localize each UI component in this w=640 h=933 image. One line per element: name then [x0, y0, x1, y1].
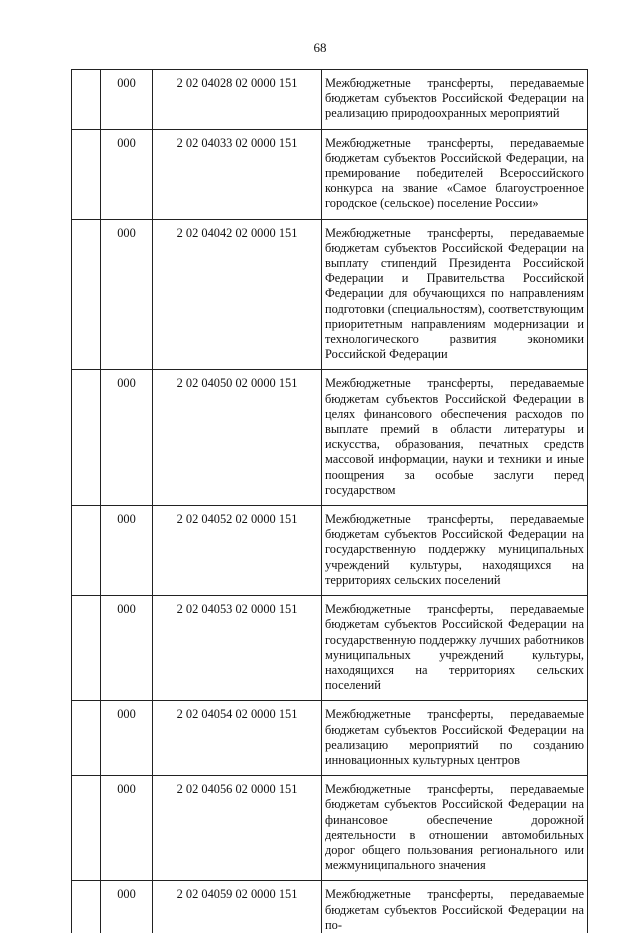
- admin-code-cell: 000: [101, 596, 153, 701]
- empty-cell: [72, 129, 101, 219]
- budget-code-cell: 2 02 04042 02 0000 151: [153, 219, 322, 370]
- empty-cell: [72, 776, 101, 881]
- description-cell: Межбюджетные трансферты, передаваемые бюджетам субъектов Российской Федерации на по-: [322, 881, 588, 933]
- description-cell: Межбюджетные трансферты, передаваемые бюджетам субъектов Российской Федерации на государственную поддержку лучших работников муниципальных учреждений культуры, находящихся на территориях сельских поселений: [322, 596, 588, 701]
- description-cell: Межбюджетные трансферты, передаваемые бюджетам субъектов Российской Федерации на финансовое обеспечение дорожной деятельности в отношении автомобильных дорог общего пользования регионального или межмуниципального значения: [322, 776, 588, 881]
- table-row: [72, 370, 588, 506]
- description-cell: Межбюджетные трансферты, передаваемые бюджетам субъектов Российской Федерации на реализацию природоохранных мероприятий: [322, 70, 588, 130]
- table-row: [72, 70, 588, 130]
- budget-code-cell: 2 02 04050 02 0000 151: [153, 370, 322, 506]
- admin-code-cell: 000: [101, 129, 153, 219]
- budget-code-cell: 2 02 04028 02 0000 151: [153, 70, 322, 130]
- empty-cell: [72, 701, 101, 776]
- table-row: [72, 881, 588, 933]
- budget-code-cell: 2 02 04053 02 0000 151: [153, 596, 322, 701]
- table-row: [72, 701, 588, 776]
- empty-cell: [72, 596, 101, 701]
- admin-code-cell: 000: [101, 219, 153, 370]
- table-row: [72, 596, 588, 701]
- budget-code-cell: 2 02 04052 02 0000 151: [153, 506, 322, 596]
- description-cell: Межбюджетные трансферты, передаваемые бюджетам субъектов Российской Федерации на выплату стипендий Президента Российской Федерации и Правительства Российской Федерации для обучающихся по направлениям подготовки (специальностям), соответствующим приоритетным направлениям модернизации и технологического развития экономики Российской Федерации: [322, 219, 588, 370]
- admin-code-cell: 000: [101, 701, 153, 776]
- budget-code-cell: 2 02 04054 02 0000 151: [153, 701, 322, 776]
- empty-cell: [72, 219, 101, 370]
- table-row: [72, 506, 588, 596]
- admin-code-cell: 000: [101, 506, 153, 596]
- admin-code-cell: 000: [101, 70, 153, 130]
- description-cell: Межбюджетные трансферты, передаваемые бюджетам субъектов Российской Федерации на реализацию мероприятий по созданию инновационных культурных центров: [322, 701, 588, 776]
- empty-cell: [72, 881, 101, 933]
- empty-cell: [72, 370, 101, 506]
- table-row: [72, 219, 588, 370]
- description-cell: Межбюджетные трансферты, передаваемые бюджетам субъектов Российской Федерации, на премирование победителей Всероссийского конкурса на звание «Самое благоустроенное городское (сельское) поселение России»: [322, 129, 588, 219]
- admin-code-cell: 000: [101, 881, 153, 933]
- budget-code-cell: 2 02 04056 02 0000 151: [153, 776, 322, 881]
- empty-cell: [72, 70, 101, 130]
- admin-code-cell: 000: [101, 370, 153, 506]
- page-number: 68: [313, 40, 327, 55]
- budget-classification-table: [71, 69, 588, 933]
- table-row: [72, 776, 588, 881]
- budget-code-cell: 2 02 04033 02 0000 151: [153, 129, 322, 219]
- admin-code-cell: 000: [101, 776, 153, 881]
- description-cell: Межбюджетные трансферты, передаваемые бюджетам субъектов Российской Федерации на государственную поддержку муниципальных учреждений культуры, находящихся на территориях сельских поселений: [322, 506, 588, 596]
- description-cell: Межбюджетные трансферты, передаваемые бюджетам субъектов Российской Федерации в целях финансового обеспечения расходов по выплате премий в области литературы и искусства, образования, печатных средств массовой информации, науки и техники и иные поощрения за особые заслуги перед государством: [322, 370, 588, 506]
- budget-code-cell: 2 02 04059 02 0000 151: [153, 881, 322, 933]
- empty-cell: [72, 506, 101, 596]
- table-row: [72, 129, 588, 219]
